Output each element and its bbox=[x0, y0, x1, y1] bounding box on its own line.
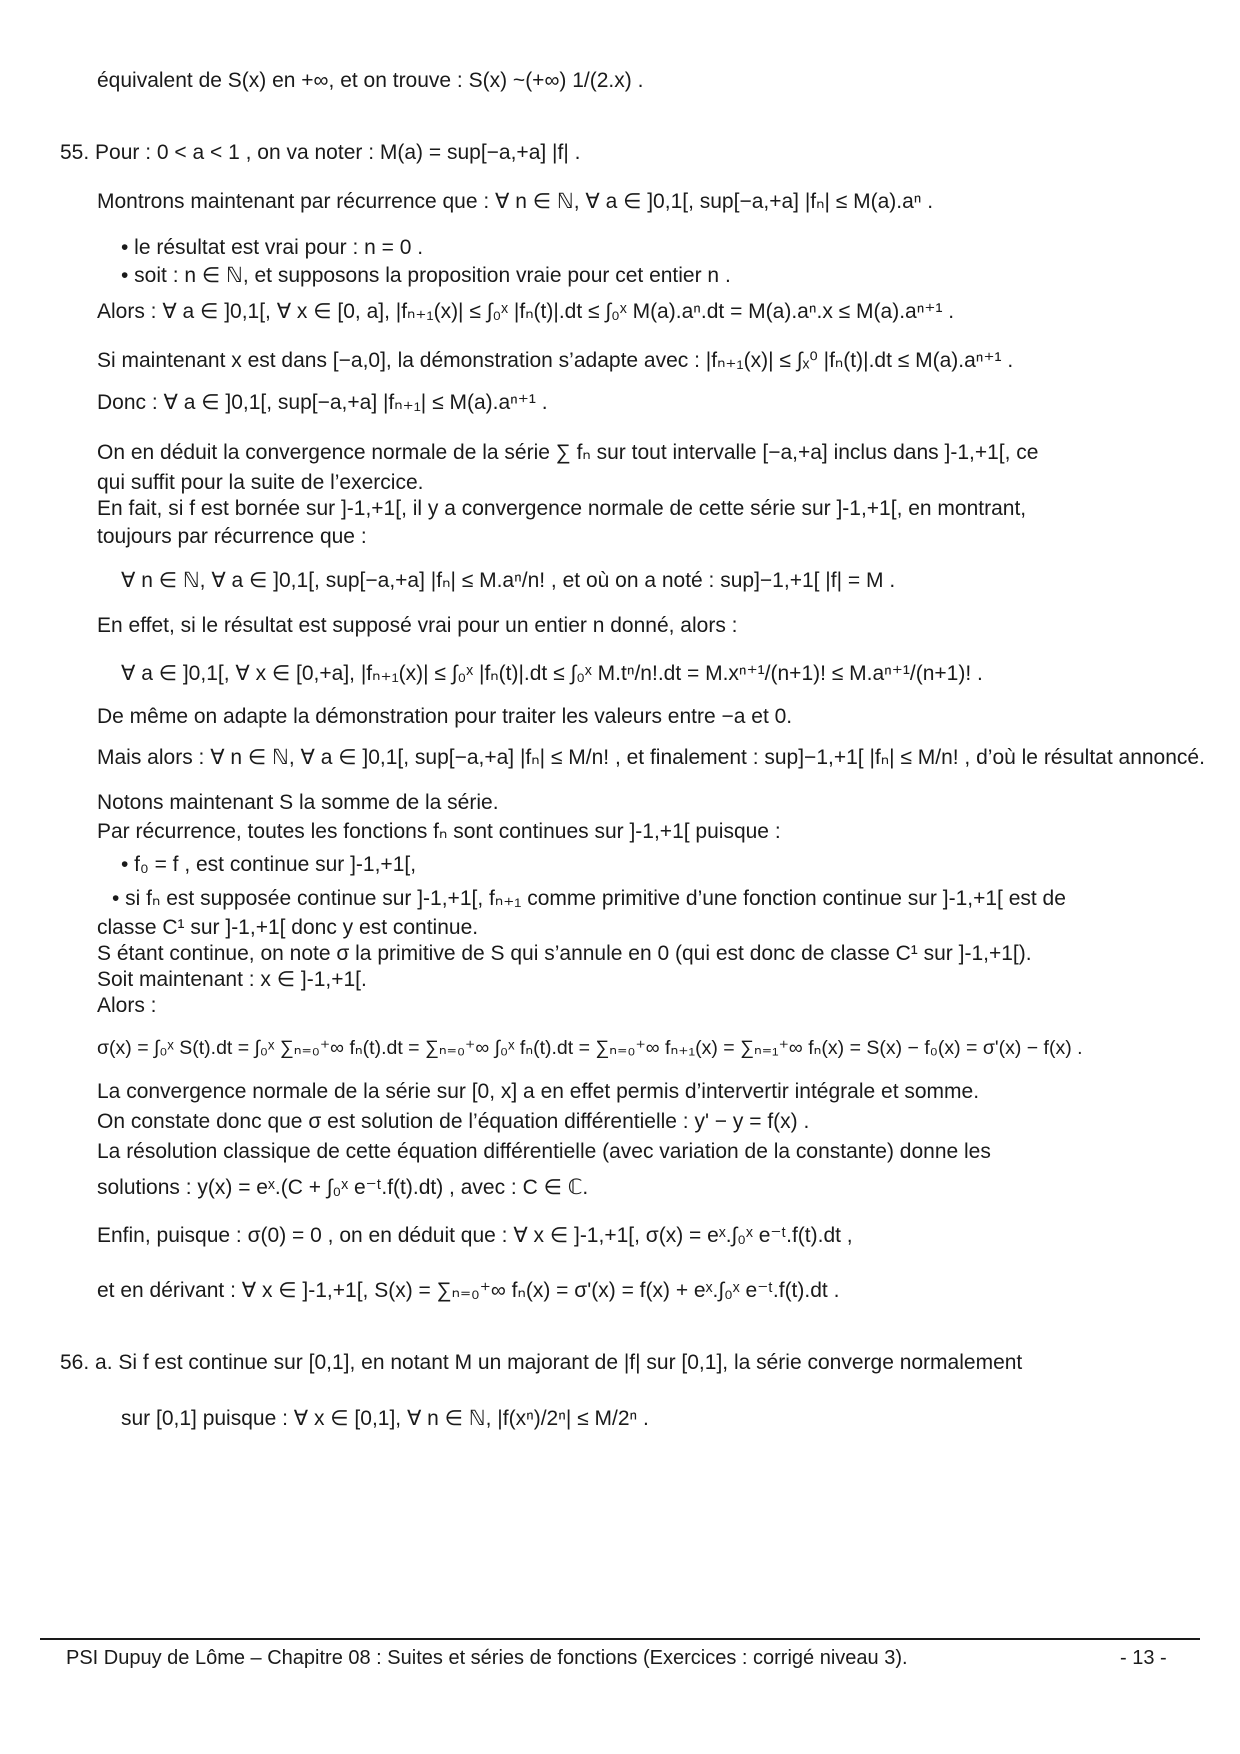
math-line: Alors : ∀ a ∈ ]0,1[, ∀ x ∈ [0, a], |fₙ₊₁(x)| ≤ ∫₀ˣ |fₙ(t)|.dt ≤ ∫₀ˣ M(a).aⁿ.dt = M(a).aⁿ.x ≤ M(a).aⁿ⁺¹ . bbox=[97, 300, 955, 323]
math-line: Donc : ∀ a ∈ ]0,1[, sup[−a,+a] |fₙ₊₁| ≤ M(a).aⁿ⁺¹ . bbox=[97, 391, 548, 414]
text-line: classe C¹ sur ]-1,+1[ donc y est continue. bbox=[97, 916, 479, 939]
text-line: équivalent de S(x) en +∞, et on trouve : S(x) ~(+∞) 1/(2.x) . bbox=[97, 69, 644, 92]
math-line: solutions : y(x) = eˣ.(C + ∫₀ˣ e⁻ᵗ.f(t).dt) , avec : C ∈ ℂ. bbox=[97, 1176, 589, 1199]
text-line: La convergence normale de la série sur [0, x] a en effet permis d’intervertir intégrale et somme. bbox=[97, 1080, 980, 1103]
footer-divider bbox=[40, 1638, 1200, 1640]
bullet-item: • f₀ = f , est continue sur ]-1,+1[, bbox=[121, 853, 417, 876]
text-line: toujours par récurrence que : bbox=[97, 525, 367, 548]
bullet-item: • le résultat est vrai pour : n = 0 . bbox=[121, 236, 424, 259]
footer-text: PSI Dupuy de Lôme – Chapitre 08 : Suites et séries de fonctions (Exercices : corrigé niveau 3). bbox=[66, 1647, 908, 1669]
text-line: On en déduit la convergence normale de la série ∑ fₙ sur tout intervalle [−a,+a] inclus dans ]-1,+1[, ce bbox=[97, 441, 1039, 464]
text-line: De même on adapte la démonstration pour traiter les valeurs entre −a et 0. bbox=[97, 705, 793, 728]
bullet-item: • si fₙ est supposée continue sur ]-1,+1[, fₙ₊₁ comme primitive d’une fonction continue sur ]-1,+1[ est de bbox=[112, 887, 1066, 910]
math-line: sur [0,1] puisque : ∀ x ∈ [0,1], ∀ n ∈ ℕ, |f(xⁿ)/2ⁿ| ≤ M/2ⁿ . bbox=[121, 1407, 649, 1430]
page-number: - 13 - bbox=[1120, 1647, 1167, 1669]
math-line: et en dérivant : ∀ x ∈ ]-1,+1[, S(x) = ∑ₙ₌₀⁺∞ fₙ(x) = σ'(x) = f(x) + eˣ.∫₀ˣ e⁻ᵗ.f(t).dt . bbox=[97, 1279, 840, 1302]
text-line: S étant continue, on note σ la primitive de S qui s’annule en 0 (qui est donc de classe C¹ sur ]-1,+1[). bbox=[97, 942, 1032, 965]
math-line: Mais alors : ∀ n ∈ ℕ, ∀ a ∈ ]0,1[, sup[−a,+a] |fₙ| ≤ M/n! , et finalement : sup]−1,+1[ |fₙ| ≤ M/n! , d’où le résultat annoncé. bbox=[97, 746, 1205, 769]
math-line: Enfin, puisque : σ(0) = 0 , on en déduit que : ∀ x ∈ ]-1,+1[, σ(x) = eˣ.∫₀ˣ e⁻ᵗ.f(t).dt , bbox=[97, 1224, 853, 1247]
text-line: Alors : bbox=[97, 994, 157, 1017]
math-line: σ(x) = ∫₀ˣ S(t).dt = ∫₀ˣ ∑ₙ₌₀⁺∞ fₙ(t).dt = ∑ₙ₌₀⁺∞ ∫₀ˣ fₙ(t).dt = ∑ₙ₌₀⁺∞ fₙ₊₁(x) = ∑ₙ₌₁⁺∞ fₙ(x) = S(x) − f₀(x) = σ'(x) − f(x) . bbox=[97, 1037, 1083, 1059]
text-line: Soit maintenant : x ∈ ]-1,+1[. bbox=[97, 968, 367, 991]
text-line: Par récurrence, toutes les fonctions fₙ sont continues sur ]-1,+1[ puisque : bbox=[97, 820, 781, 843]
exercise-56-heading: 56. a. Si f est continue sur [0,1], en notant M un majorant de |f| sur [0,1], la série converge normalement bbox=[60, 1351, 1023, 1374]
math-line: Si maintenant x est dans [−a,0], la démonstration s’adapte avec : |fₙ₊₁(x)| ≤ ∫ₓ⁰ |fₙ(t)|.dt ≤ M(a).aⁿ⁺¹ . bbox=[97, 349, 1014, 372]
text-line: La résolution classique de cette équation différentielle (avec variation de la constante) donne les bbox=[97, 1140, 991, 1163]
text-line: En fait, si f est bornée sur ]-1,+1[, il y a convergence normale de cette série sur ]-1,+1[, en montrant, bbox=[97, 497, 1027, 520]
math-line: ∀ n ∈ ℕ, ∀ a ∈ ]0,1[, sup[−a,+a] |fₙ| ≤ M.aⁿ/n! , et où on a noté : sup]−1,+1[ |f| = M . bbox=[121, 569, 896, 592]
text-line: Montrons maintenant par récurrence que : ∀ n ∈ ℕ, ∀ a ∈ ]0,1[, sup[−a,+a] |fₙ| ≤ M(a).aⁿ . bbox=[97, 190, 934, 213]
text-line: Notons maintenant S la somme de la série. bbox=[97, 791, 499, 814]
text-line: En effet, si le résultat est supposé vrai pour un entier n donné, alors : bbox=[97, 614, 738, 637]
text-line: On constate donc que σ est solution de l’équation différentielle : y' − y = f(x) . bbox=[97, 1110, 810, 1133]
text-line: qui suffit pour la suite de l’exercice. bbox=[97, 471, 424, 494]
bullet-item: • soit : n ∈ ℕ, et supposons la proposition vraie pour cet entier n . bbox=[121, 264, 731, 287]
math-line: ∀ a ∈ ]0,1[, ∀ x ∈ [0,+a], |fₙ₊₁(x)| ≤ ∫₀ˣ |fₙ(t)|.dt ≤ ∫₀ˣ M.tⁿ/n!.dt = M.xⁿ⁺¹/(n+1)! ≤ M.aⁿ⁺¹/(n+1)! . bbox=[121, 662, 983, 685]
exercise-55-heading: 55. Pour : 0 < a < 1 , on va noter : M(a) = sup[−a,+a] |f| . bbox=[60, 141, 581, 164]
